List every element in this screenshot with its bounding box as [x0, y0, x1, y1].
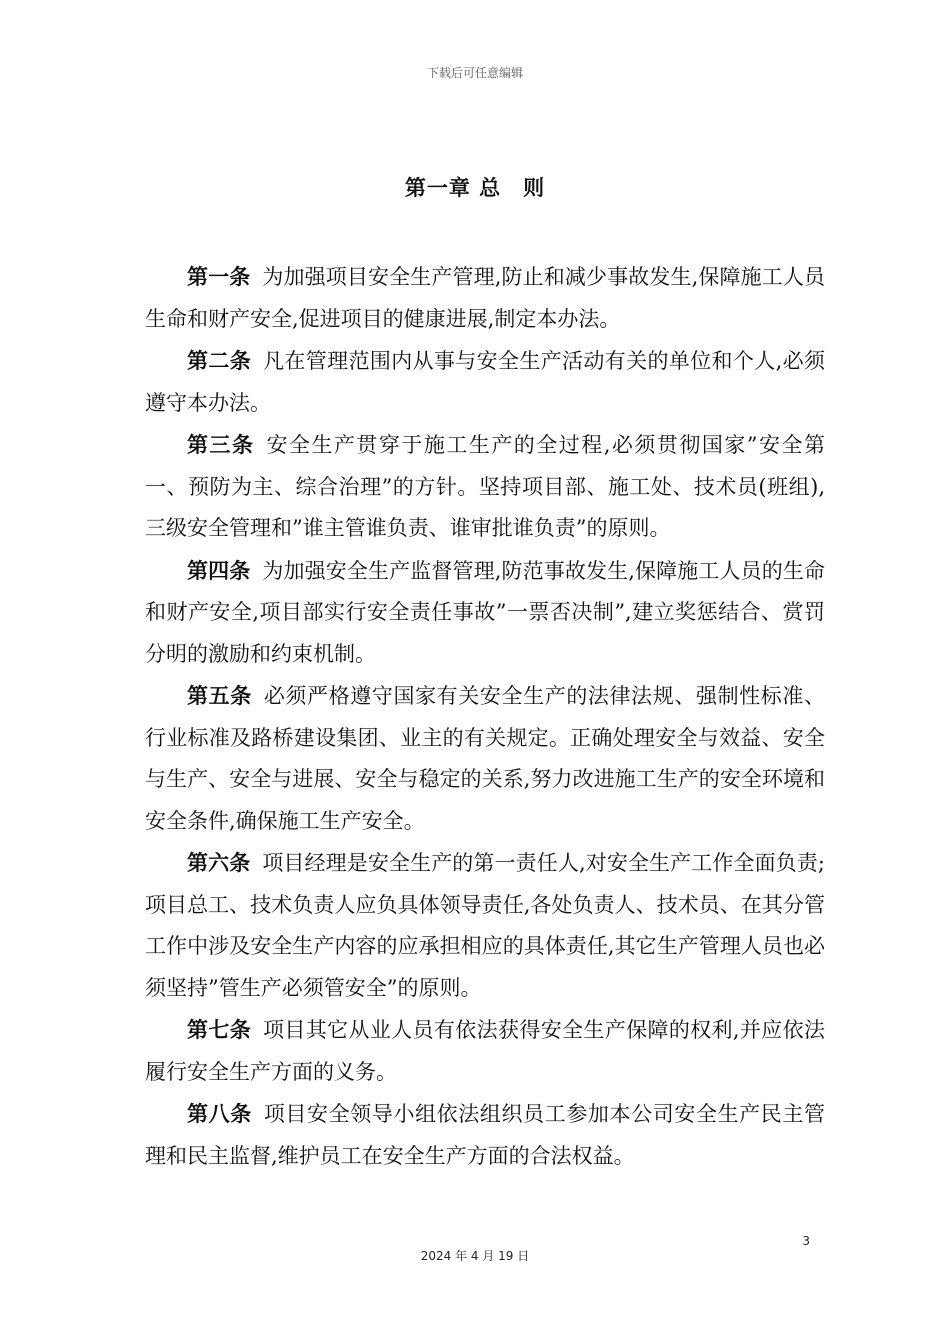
article-label: 第三条	[187, 432, 255, 457]
article-label: 第一条	[187, 264, 251, 289]
page-number: 3	[802, 1234, 810, 1248]
article-text: 安全生产贯穿于施工生产的全过程,必须贯彻国家”安全第一、预防为主、综合治理”的方针。坚持项目部、施工处、技术员(班组),三级安全管理和”谁主管谁负责、谁审批谁负责”的原则。	[145, 433, 826, 540]
article-text: 项目其它从业人员有依法获得安全生产保障的权利,并应依法履行安全生产方面的义务。	[145, 1018, 825, 1084]
article-label: 第七条	[187, 1017, 252, 1042]
article-text: 凡在管理范围内从事与安全生产活动有关的单位和个人,必须遵守本办法。	[145, 349, 825, 415]
article-text: 为加强项目安全生产管理,防止和减少事故发生,保障施工人员生命和财产安全,促进项目的健康进展,制定本办法。	[145, 265, 825, 331]
article-label: 第二条	[187, 348, 252, 373]
article-label: 第四条	[187, 557, 251, 583]
footer-date: 2024 年 4 月 19 日	[420, 1249, 530, 1263]
article-6	[145, 842, 825, 1009]
article-text: 必须严格遵守国家有关安全生产的法律法规、强制性标准、行业标准及路桥建设集团、业主的有关规定。正确处理安全与效益、安全与生产、安全与进展、安全与稳定的关系,努力改进施工生产的安全环境和安全条件,确保施工生产安全。	[145, 684, 826, 833]
article-text: 项目经理是安全生产的第一责任人,对安全生产工作全面负责;项目总工、技术负责人应负具体领导责任,各处负责人、技术员、在其分管工作中涉及安全生产内容的应承担相应的具体责任,其它生产管理人员也必须坚持”管生产必须管安全”的原则。	[145, 851, 826, 1000]
article-2	[145, 340, 825, 424]
article-5	[145, 675, 825, 842]
article-text: 为加强安全生产监督管理,防范事故发生,保障施工人员的生命和财产安全,项目部实行安全责任事故”一票否决制”,建立奖惩结合、赏罚分明的激励和约束机制。	[145, 558, 825, 666]
article-text: 项目安全领导小组依法组织员工参加本公司安全生产民主管理和民主监督,维护员工在安全生产方面的合法权益。	[145, 1102, 826, 1168]
document-body	[145, 256, 825, 1177]
article-1	[145, 256, 825, 340]
page-header: 下载后可任意编辑	[426, 66, 523, 80]
article-3	[145, 424, 825, 550]
article-label: 第五条	[187, 683, 252, 708]
article-8	[145, 1093, 825, 1177]
chapter-title: 第一章 总 则	[404, 175, 546, 200]
article-label: 第八条	[187, 1101, 252, 1126]
article-label: 第六条	[187, 850, 251, 875]
article-4	[145, 550, 825, 676]
article-7	[145, 1009, 825, 1093]
